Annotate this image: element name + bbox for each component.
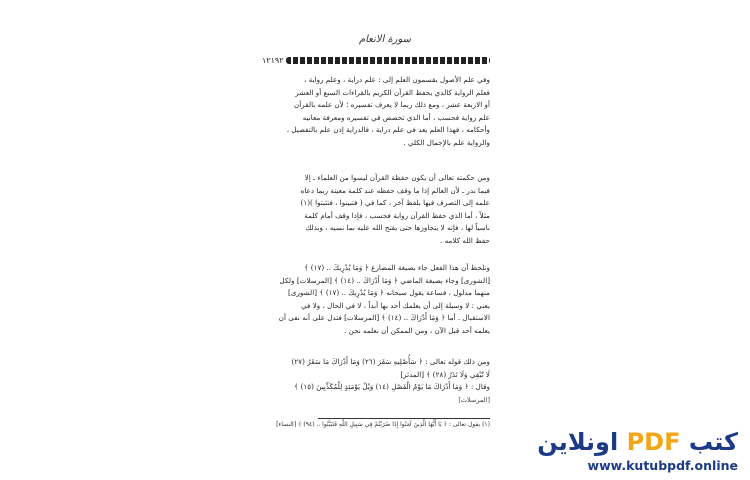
paragraph-3: [258, 262, 490, 337]
text-line: فيما ندر ـ لأن العالم إذا ما وقف حفظه عند كلمة معينة ربما دعاه: [300, 185, 490, 195]
chain-border: [286, 57, 490, 64]
text-line: والرواية علم بالإجمال الكلي .: [403, 137, 490, 147]
text-line: ومن ذلك قوله تعالى : ﴿ سَأُصْلِيهِ سَقَرَ (٢٦) وَمَا أَدْرَاكَ مَا سَقَرُ (٢٧): [291, 357, 490, 366]
watermark-pdf: PDF: [626, 428, 681, 456]
text-line: أو الاربعة عشر ، ومع ذلك ربما لا يعرف تفسيره ؛ لأن علمه بالقرآن: [294, 100, 490, 109]
paragraph-4: [258, 356, 490, 406]
text-line: وقال : ﴿ وَمَا أَدْرَاكَ مَا يَوْمُ الْفَصْلِ (١٤) وَيْلٌ يَوْمَئِذٍ لِلْمُكَذِّبِينَ (١٥) ﴾: [294, 382, 490, 391]
text-line: ناسياً لها ، فإنه لا يتجاوزها حتى يفتح الله عليه بما نسيه ، وبذلك: [305, 223, 490, 232]
text-line: الاستقبال . أما ﴿ وَمَا أَدْرَاكَ .. (١٤) ﴾ [المرسلات] فتدل على أنه نفى أن: [278, 313, 490, 322]
watermark-logo: [537, 428, 738, 456]
text-line: لَا تُبْقِي وَلَا تَذَرُ (٢٨) ﴾ [المدثر]: [400, 369, 490, 379]
text-line: علمه إلى التصرف فيها بلفظ آخر ، كما في ( فتبينوا ، فتثبتوا )(١): [300, 198, 490, 207]
surah-header-title: سورة الانعام: [358, 34, 412, 45]
text-line: يعلمه أحد قبل الآن ، ومن الممكن أن نعلمه نحن .: [344, 325, 490, 335]
watermark-prefix: كتب: [688, 428, 738, 456]
header-ornament: [262, 56, 490, 65]
text-line: يعني : لا وسيلة إلى أن يعلمك أحد بها أبداً ، لا في الحال ، ولا في: [301, 300, 490, 310]
text-line: وأحكامه ، فهذا العلم يعد في علم دراية ، فالدراية إذن علم بالتفصيل ،: [286, 125, 490, 134]
footnote: (١) يقول تعالى : ﴿ يَا أَيُّهَا الَّذِينَ آمَنُوا إِذَا ضَرَبْتُمْ فِي سَبِيلِ اللَّهِ فَتَبَيَّنُوا .. (٩٤) ﴾ [النساء]: [276, 421, 490, 428]
text-line: فعلم الرواية كالذي يحفظ القرآن الكريم بالقراءات السبع أو العشر: [295, 87, 490, 97]
text-line: ونلحظ أن هذا الفعل جاء بصيغة المضارع ﴿ وَمَا يُدْرِيكَ .. (١٧) ﴾: [304, 263, 490, 272]
text-line: منهما مدلول ، فساعة يقول سبحانه ﴿ وَمَا يُدْرِيكَ .. (١٧) ﴾ [الشورى]: [288, 288, 490, 297]
text-line: ومن حكمته تعالى أن يكون حفظة القرآن ليسوا من العلماء ـ إلا: [304, 173, 490, 182]
text-line: وفي علم الأصول يقسمون العلم إلى : علم دراية ، وعلم رواية ،: [304, 75, 490, 84]
text-line: حفظ الله كلامه .: [440, 235, 490, 245]
paragraph-1: [258, 74, 490, 149]
surah-reference: [المرسلات]: [458, 395, 490, 404]
watermark-suffix: اونلاين: [537, 428, 619, 456]
text-line: علم رواية فحسب ، أما الذي تخصص في تفسيره ومعرفة معانيه: [302, 112, 490, 122]
paragraph-2: [258, 172, 490, 247]
page-number: ١٢١٩٢: [262, 56, 284, 65]
watermark-url: www.kutubpdf.online: [587, 458, 738, 473]
text-line: مثلاً ، أما الذي حفظ القرآن رواية فحسب ، فإذا وقف أمام كلمة: [304, 210, 490, 220]
footnote-divider: [318, 418, 490, 419]
text-line: [الشورى] وجاء بصيغة الماضي ﴿ وَمَا أَدْرَاكَ .. (١٤) ﴾ [المرسلات] ولكل: [279, 275, 490, 285]
